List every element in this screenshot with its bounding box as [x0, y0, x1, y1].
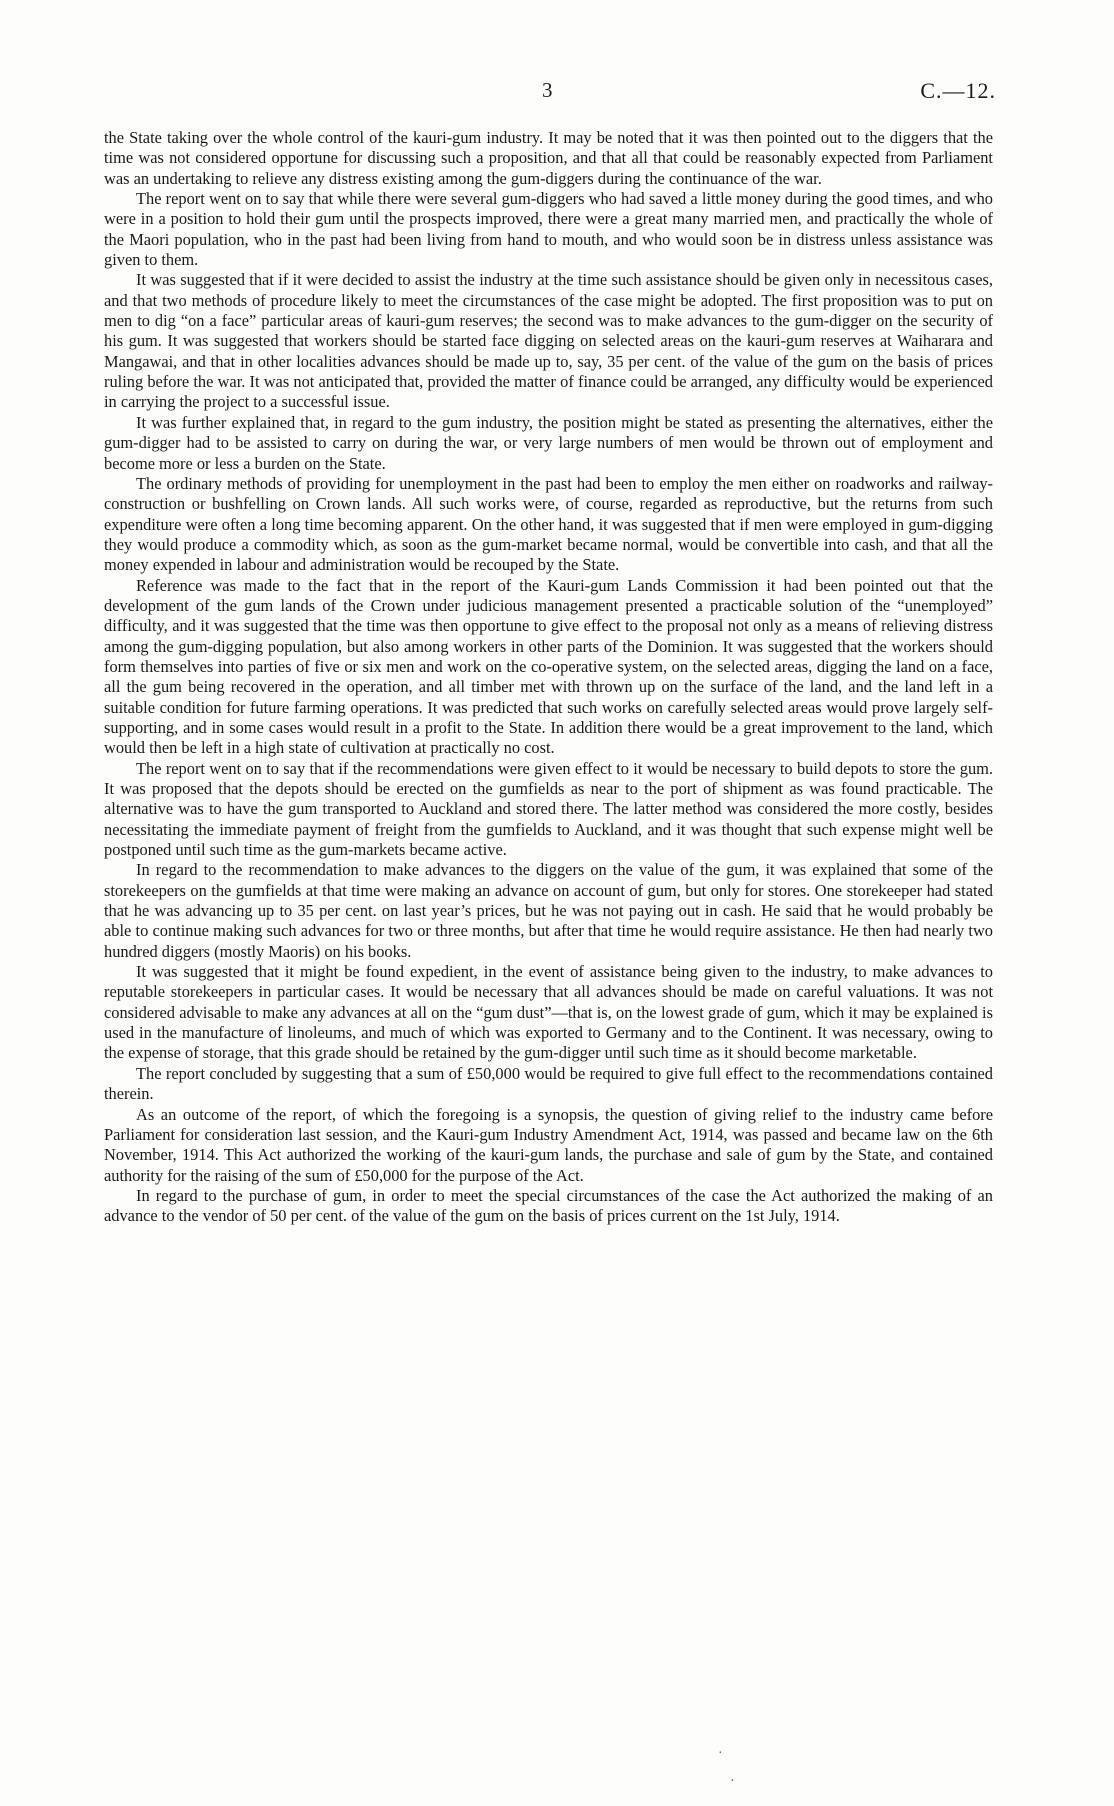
- paragraph-5: The ordinary methods of providing for unemployment in the past had been to employ the men either on roadworks and railway-construction or bushfelling on Crown lands. All such works were, of course, regarded as reproductive, but the returns from such expenditure were often a long time becoming apparent. On the other hand, it was suggested that if men were employed in gum-digging they would produce a commodity which, as soon as the gum-market became normal, would be convertible into cash, and that all the money expended in labour and administration would be recouped by the State.: [104, 473, 993, 575]
- paragraph-4: It was further explained that, in regard to the gum industry, the position might be stated as presenting the alternatives, either the gum-digger had to be assisted to carry on during the war, or very large numbers of men would be thrown out of employment and become more or less a burden on the State.: [104, 412, 993, 473]
- paragraph-3: It was suggested that if it were decided to assist the industry at the time such assistance should be given only in necessitous cases, and that two methods of procedure likely to meet the circumstances of the case might be adopted. The first proposition was to put on men to dig “on a face” particular areas of kauri-gum reserves; the second was to make advances to the gum-digger on the security of his gum. It was suggested that workers should be started face digging on selected areas on the kauri-gum reserves at Waiharara and Mangawai, and that in other localities advances should be made up to, say, 35 per cent. of the value of the gum on the basis of prices ruling before the war. It was not anticipated that, provided the matter of finance could be arranged, any difficulty would be experienced in carrying the project to a successful issue.: [104, 270, 993, 412]
- paragraph-2: The report went on to say that while there were several gum-diggers who had saved a little money during the good times, and who were in a position to hold their gum until the prospects improved, there were a great many married men, and practically the whole of the Maori population, who in the past had been living from hand to mouth, and who would soon be in distress unless assistance was given to them.: [104, 189, 993, 270]
- paragraph-10: The report concluded by suggesting that a sum of £50,000 would be required to give full effect to the recommendations contained therein.: [104, 1063, 993, 1104]
- paragraph-11: As an outcome of the report, of which the foregoing is a synopsis, the question of giving relief to the industry came before Parliament for consideration last session, and the Kauri-gum Industry Amendment Act, 1914, was passed and became law on the 6th November, 1914. This Act authorized the working of the kauri-gum lands, the purchase and sale of gum by the State, and contained authority for the raising of the sum of £50,000 for the purpose of the Act.: [104, 1104, 993, 1185]
- paragraph-6: Reference was made to the fact that in the report of the Kauri-gum Lands Commission it had been pointed out that the development of the gum lands of the Crown under judicious management presented a practicable solution of the “unemployed” difficulty, and it was suggested that the time was then opportune to give effect to the proposal not only as a means of relieving distress among the gum-digging population, but also among workers in other parts of the Dominion. It was suggested that the workers should form themselves into parties of five or six men and work on the co-operative system, on the selected areas, digging the land on a face, all the gum being recovered in the operation, and all timber met with thrown up on the surface of the land, and the land left in a suitable condition for future farming operations. It was predicted that such works on carefully selected areas would prove largely self-supporting, and in some cases would result in a profit to the State. In addition there would be a great improvement to the land, which would then be left in a high state of cultivation at practically no cost.: [104, 575, 993, 758]
- scan-speck: ·: [718, 1746, 723, 1761]
- paragraph-7: The report went on to say that if the recommendations were given effect to it would be necessary to build depots to store the gum. It was proposed that the depots should be erected on the gumfields as near to the port of shipment as was found practicable. The alternative was to have the gum transported to Auckland and stored there. The latter method was considered the more costly, besides necessitating the immediate payment of freight from the gumfields to Auckland, and it was thought that such expense might well be postponed until such time as the gum-markets became active.: [104, 758, 993, 860]
- page-header: [0, 78, 1114, 108]
- paragraph-9: It was suggested that it might be found expedient, in the event of assistance being given to the industry, to make advances to reputable storekeepers in particular cases. It would be necessary that all advances should be made on careful valuations. It was not considered advisable to make any advances at all on the “gum dust”—that is, on the lowest grade of gum, which it may be explained is used in the manufacture of linoleums, and much of which was exported to Germany and to the Continent. It was necessary, owing to the expense of storage, that this grade should be retained by the gum-digger until such time as it should become marketable.: [104, 962, 993, 1063]
- page-number: 3: [542, 78, 553, 102]
- paragraph-12: In regard to the purchase of gum, in order to meet the special circumstances of the case the Act authorized the making of an advance to the vendor of 50 per cent. of the value of the gum on the basis of prices current on the 1st July, 1914.: [104, 1185, 993, 1226]
- document-reference: C.—12.: [920, 78, 996, 103]
- scan-speck: ·: [730, 1774, 735, 1789]
- paragraph-8: In regard to the recommendation to make advances to the diggers on the value of the gum, it was explained that some of the storekeepers on the gumfields at that time were making an advance on account of gum, but only for stores. One storekeeper had stated that he was advancing up to 35 per cent. on last year’s prices, but he was not paying out in cash. He said that he would probably be able to continue making such advances for two or three months, but after that time he would require assistance. He then had nearly two hundred diggers (mostly Maoris) on his books.: [104, 860, 993, 961]
- body-text: [104, 128, 993, 1227]
- paragraph-1: the State taking over the whole control of the kauri-gum industry. It may be noted that it was then pointed out to the diggers that the time was not considered opportune for discussing such a proposition, and that all that could be reasonably expected from Parliament was an undertaking to relieve any distress existing among the gum-diggers during the continuance of the war.: [104, 128, 993, 188]
